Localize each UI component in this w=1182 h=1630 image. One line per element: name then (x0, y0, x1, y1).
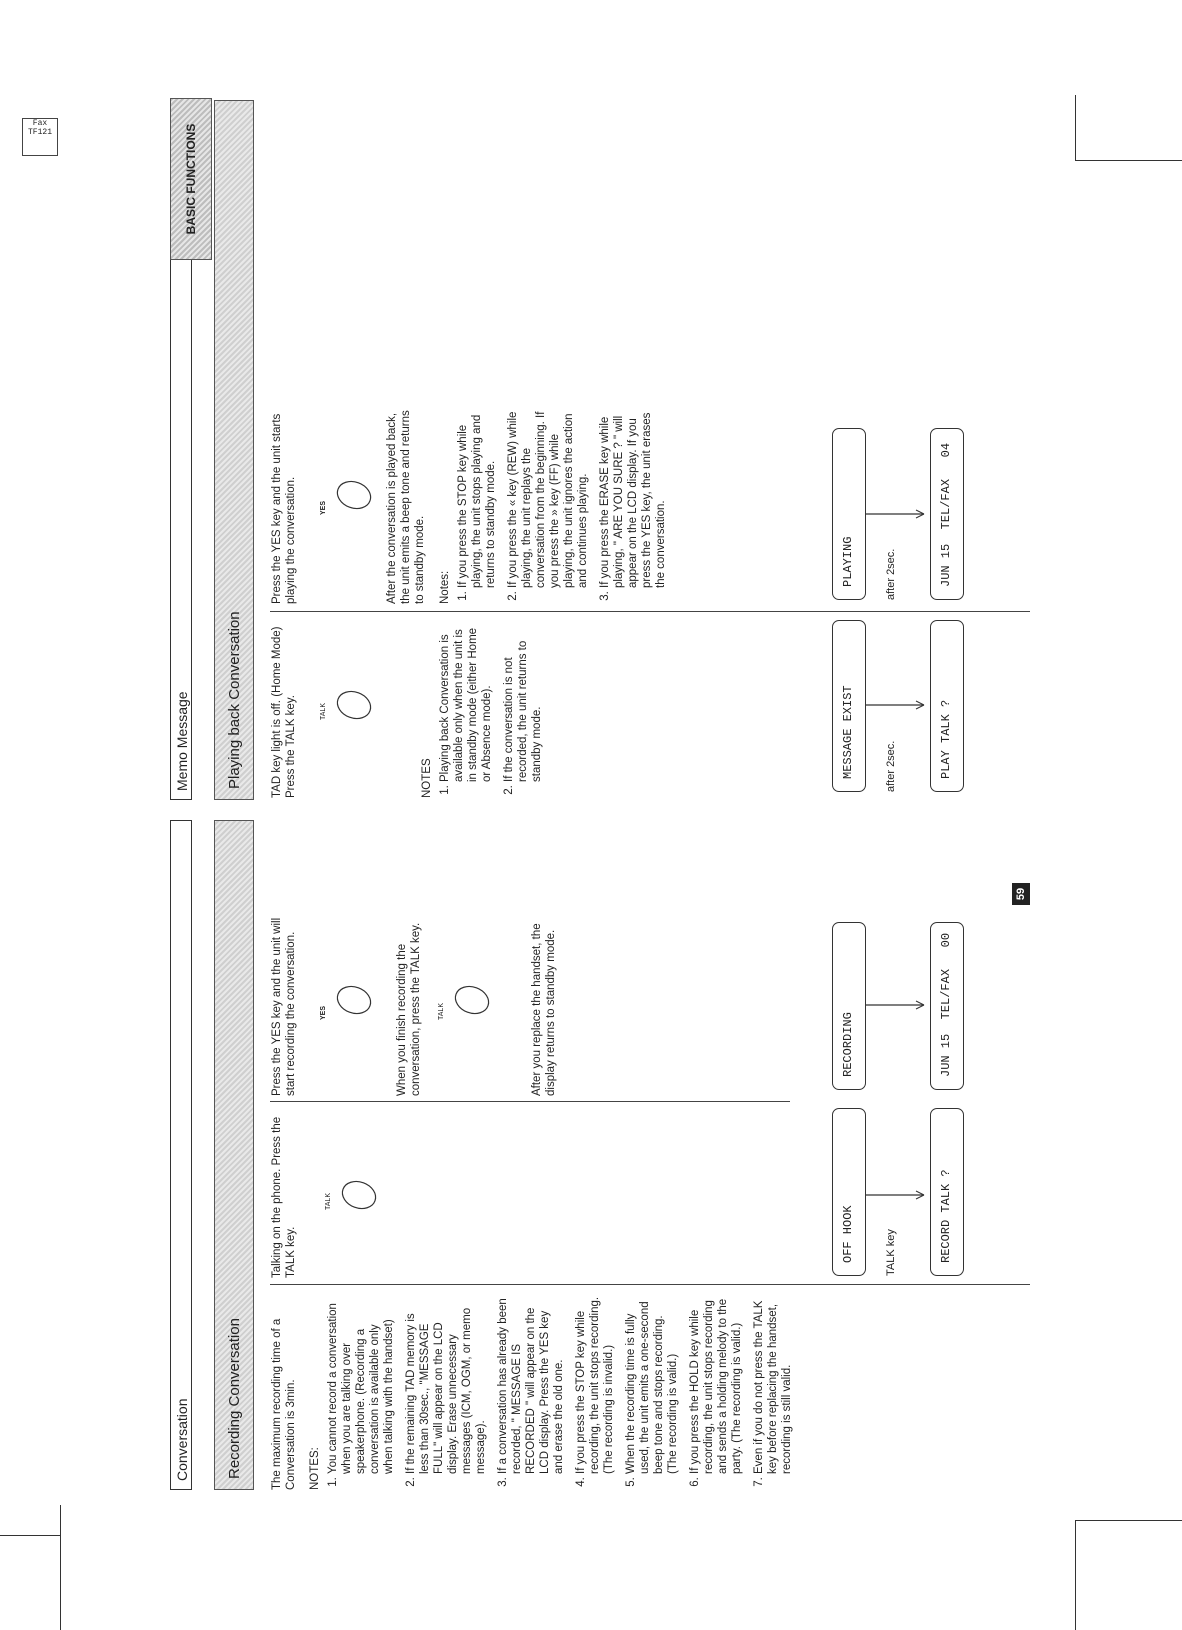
lcd-display: PLAY TALK ? (930, 620, 964, 792)
lcd-display: PLAYING (832, 428, 866, 600)
column-divider (270, 1284, 1030, 1285)
section-header-memo: Memo Message (170, 100, 192, 800)
column-divider (270, 1101, 790, 1102)
key-label: TALK (325, 1193, 332, 1210)
arrow-down-icon (866, 695, 930, 715)
notes-heading: Notes: (439, 570, 451, 604)
crop-mark (1075, 1520, 1076, 1630)
recording-step2-finish: When you finish recording the conversation, press the TALK key. (396, 922, 422, 1096)
section-title-playback: Playing back Conversation (214, 100, 254, 800)
rotated-page (170, 100, 1050, 1490)
notes-heading: NOTES (421, 758, 433, 798)
lcd-display: MESSAGE EXIST (832, 620, 866, 792)
recording-intro: The maximum recording time of a Conversation is 3min. (271, 1318, 297, 1490)
section-title-recording: Recording Conversation (214, 820, 254, 1490)
transition-label: after 2sec. (885, 548, 897, 600)
lcd-display: RECORD TALK ? (930, 1108, 964, 1276)
note-item: 3. If you press the ERASE key while playing, " ARE YOU SURE ? " will appear on the LCD display. If you press the YES key, the unit erases the conversation. (598, 399, 668, 588)
notes-heading: NOTES: (309, 1447, 321, 1490)
crop-mark (1075, 160, 1182, 161)
crop-mark (60, 1505, 61, 1630)
key-label: YES (320, 1005, 327, 1020)
crop-mark (0, 1535, 60, 1536)
page-number: 59 (1012, 883, 1030, 905)
talk-key-icon (448, 980, 492, 1020)
note-item: 1. If you press the STOP key while playing, the unit stops playing and returns to standby mode. (456, 399, 498, 588)
crop-mark (1075, 1520, 1182, 1521)
playback-step2-after: After the conversation is played back, the unit emits a beep tone and returns to standby mode. (386, 410, 426, 604)
yes-key-icon (330, 475, 374, 515)
section-header-conversation: Conversation (170, 820, 192, 1490)
key-label: YES (320, 500, 327, 515)
recording-step1-text: Talking on the phone. Press the TALK key. (271, 1116, 297, 1278)
note-item: 7. Even if you do not press the TALK key before replacing the handset, recording is still valid. (752, 1295, 794, 1474)
note-item: 2. If the remaining TAD memory is less than 30sec., "MESSAGE FULL" will appear on the LCD display. Erase unnecessary messages (ICM, OGM, or memo message). (404, 1295, 488, 1474)
note-item: 5. When the recording time is fully used, the unit emits a one-second beep tone and stops recording. (The recording is valid.) (624, 1295, 680, 1474)
lcd-display: OFF HOOK (832, 1108, 866, 1276)
recording-notes-column (270, 1295, 802, 1490)
talk-key-icon (335, 1175, 379, 1215)
arrow-down-icon (866, 995, 930, 1015)
note-item: 6. If you press the HOLD key while recording, the unit stops recording and sends a holding melody to the party. (The recording is valid.) (688, 1295, 744, 1474)
transition-label: TALK key (885, 1229, 897, 1276)
recording-step2-text: Press the YES key and the unit will start recording the conversation. (271, 917, 297, 1096)
key-label: TALK (438, 1003, 445, 1020)
playback-step2-text: Press the YES key and the unit starts playing the conversation. (271, 413, 297, 604)
key-label: TALK (320, 703, 327, 720)
note-item: 1. Playing back Conversation is available only when the unit is in standby mode (either Home or Absence mode). (438, 618, 494, 782)
arrow-down-icon (866, 504, 930, 524)
recording-notes-list (326, 1295, 794, 1490)
playback-notes-list (438, 618, 544, 798)
column-divider (270, 611, 1030, 612)
recording-step2-standby: After you replace the handset, the display returns to standby mode. (531, 923, 557, 1096)
playback-notes2-column (438, 399, 676, 604)
lcd-display: RECORDING (832, 922, 866, 1090)
note-item: 2. If the conversation is not recorded, the unit returns to standby mode. (502, 618, 544, 782)
side-tab-basic-functions: BASIC FUNCTIONS (170, 98, 212, 260)
playback-notes2-list (456, 399, 668, 604)
note-item: 4. If you press the STOP key while recording, the unit stops recording. (The recording is invalid.) (574, 1295, 616, 1474)
talk-key-icon (330, 685, 374, 725)
yes-key-icon (330, 980, 374, 1020)
note-item: 2. If you press the « key (REW) while playing, the unit replays the conversation from the beginning. If you press the » key (FF) while playing, the unit ignores the action and continues playing. (506, 399, 590, 588)
note-item: 1. You cannot record a conversation when you are talking over speakerphone. (Recording a conversation is available only when talking with the handset) (326, 1295, 396, 1474)
playback-notes-column (420, 618, 552, 798)
transition-label: after 2sec. (885, 740, 897, 792)
note-item: 3. If a conversation has already been recorded, " MESSAGE IS RECORDED " will appear on the LCD display. Press the YES key and erase the old one. (496, 1295, 566, 1474)
arrow-down-icon (866, 1185, 930, 1205)
lcd-display: JUN 15 TEL/FAX 04 (930, 428, 964, 600)
crop-mark (1075, 95, 1076, 160)
edge-label: Fax TF121 (22, 118, 58, 156)
lcd-display: JUN 15 TEL/FAX 00 (930, 922, 964, 1090)
playback-step1-text: TAD key light is off. (Home Mode) Press the TALK key. (271, 626, 297, 798)
